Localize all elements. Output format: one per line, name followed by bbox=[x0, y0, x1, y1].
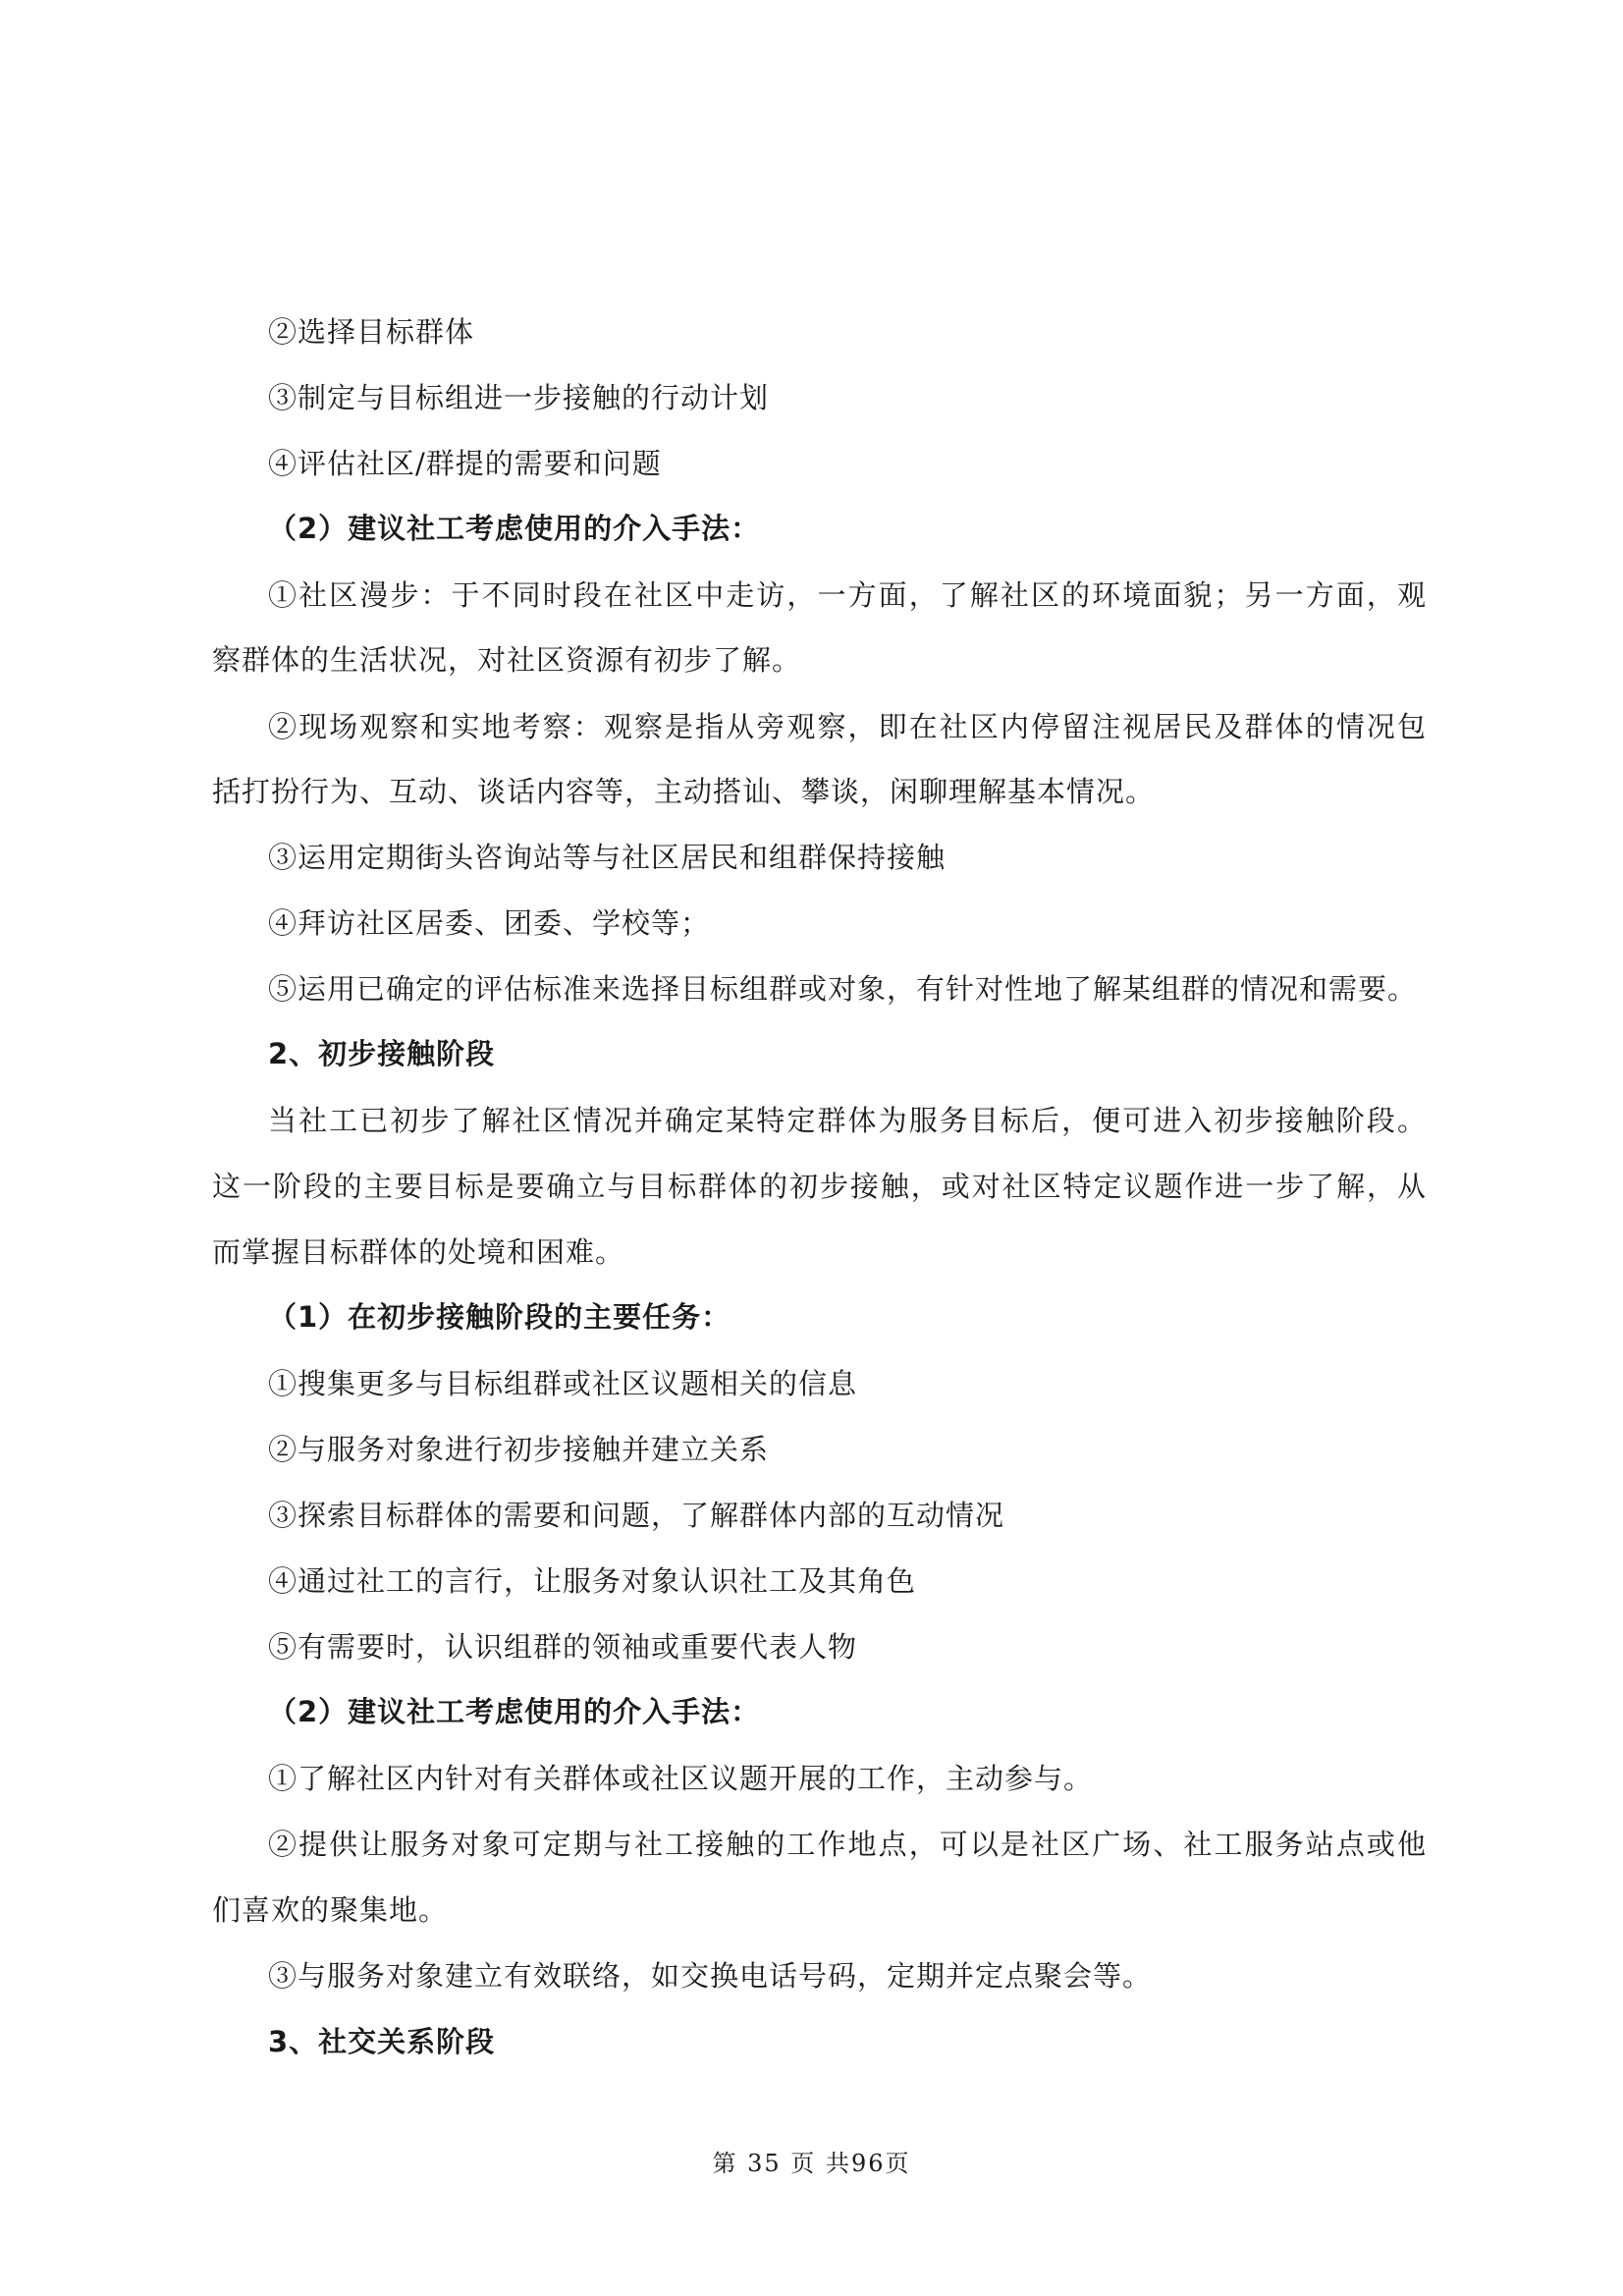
paragraph-line: 察群体的生活状况，对社区资源有初步了解。 bbox=[212, 643, 802, 677]
paragraph-line: ②提供让服务对象可定期与社工接触的工作地点，可以是社区广场、社工服务站点或他 bbox=[268, 1828, 1427, 1861]
list-item: ③探索目标群体的需要和问题，了解群体内部的互动情况 bbox=[268, 1499, 1005, 1532]
list-item: ③运用定期街头咨询站等与社区居民和组群保持接触 bbox=[268, 841, 947, 874]
section-heading: （2）建议社工考虑使用的介入手法： bbox=[268, 1695, 761, 1728]
list-item: ③与服务对象建立有效联络，如交换电话号码，定期并定点聚会等。 bbox=[268, 1959, 1153, 1993]
list-item: ①了解社区内针对有关群体或社区议题开展的工作，主动参与。 bbox=[268, 1762, 1094, 1795]
page-number: 第 35 页 共96页 bbox=[712, 2150, 911, 2177]
paragraph-line: 当社工已初步了解社区情况并确定某特定群体为服务目标后，便可进入初步接触阶段。 bbox=[268, 1104, 1427, 1137]
paragraph-line: 而掌握目标群体的处境和困难。 bbox=[212, 1235, 625, 1269]
section-heading: 3、社交关系阶段 bbox=[268, 2025, 496, 2058]
list-item: ④通过社工的言行，让服务对象认识社工及其角色 bbox=[268, 1564, 917, 1598]
section-heading: 2、初步接触阶段 bbox=[268, 1037, 496, 1070]
paragraph-line: 括打扮行为、互动、谈话内容等，主动搭讪、攀谈，闲聊理解基本情况。 bbox=[212, 775, 1156, 808]
list-item: ②选择目标群体 bbox=[268, 315, 475, 349]
list-item: ②与服务对象进行初步接触并建立关系 bbox=[268, 1433, 770, 1466]
paragraph-line: ①社区漫步：于不同时段在社区中走访，一方面，了解社区的环境面貌；另一方面，观 bbox=[268, 578, 1427, 612]
section-heading: （2）建议社工考虑使用的介入手法： bbox=[268, 512, 761, 545]
section-heading: （1）在初步接触阶段的主要任务： bbox=[268, 1300, 731, 1334]
paragraph-line: 这一阶段的主要目标是要确立与目标群体的初步接触，或对社区特定议题作进一步了解，从 bbox=[212, 1170, 1427, 1203]
list-item: ③制定与目标组进一步接触的行动计划 bbox=[268, 381, 770, 414]
paragraph-line: ②现场观察和实地考察：观察是指从旁观察，即在社区内停留注视居民及群体的情况包 bbox=[268, 710, 1427, 743]
list-item: ⑤运用已确定的评估标准来选择目标组群或对象，有针对性地了解某组群的情况和需要。 bbox=[268, 972, 1418, 1006]
paragraph-line: 们喜欢的聚集地。 bbox=[212, 1893, 449, 1927]
list-item: ⑤有需要时，认识组群的领袖或重要代表人物 bbox=[268, 1630, 858, 1664]
list-item: ④拜访社区居委、团委、学校等； bbox=[268, 906, 711, 940]
list-item: ④评估社区/群提的需要和问题 bbox=[268, 447, 662, 480]
list-item: ①搜集更多与目标组群或社区议题相关的信息 bbox=[268, 1367, 858, 1400]
